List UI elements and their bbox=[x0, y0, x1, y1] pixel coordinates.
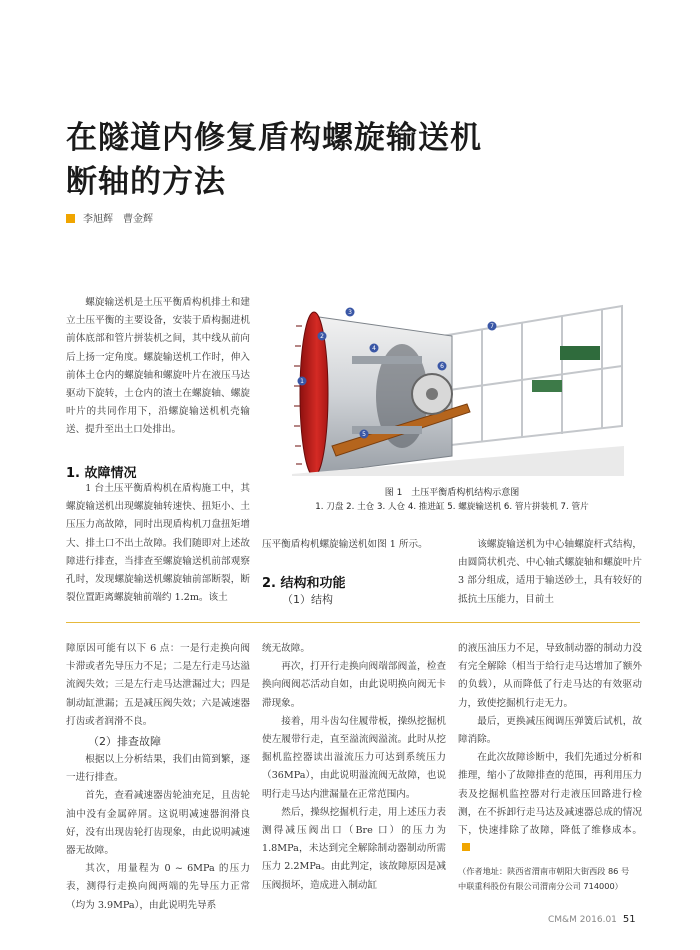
marker-3 bbox=[346, 308, 355, 317]
paragraph: 根据以上分析结果，我们由简到繁，逐一进行排查。 bbox=[66, 754, 250, 784]
end-mark-icon bbox=[462, 843, 470, 851]
svg-text:7: 7 bbox=[490, 323, 494, 330]
svg-text:1: 1 bbox=[300, 378, 304, 385]
marker-1 bbox=[298, 377, 307, 386]
svg-text:4: 4 bbox=[372, 345, 376, 352]
caption-title: 图 1 土压平衡盾构机结构示意图 bbox=[384, 488, 520, 498]
article-title bbox=[66, 116, 626, 204]
subsection-structure: （1）结构 bbox=[282, 593, 333, 606]
caption-items: 1. 刀盘 2. 土仓 3. 人仓 4. 推进缸 5. 螺旋输送机 6. 管片拼装机 7. 管片 bbox=[315, 502, 589, 512]
intro-paragraph: 螺旋输送机是土压平衡盾构机排土和建立土压平衡的主要设备，安装于盾构掘进机前体底部和管片拼装机之间，其中线从前向后上扬一定角度。螺旋输送机工作时，伸入前体土仓内的螺旋轴和螺旋叶片在液压马达驱动下旋转，土仓内的渣土在螺旋轴、螺旋叶片的共同作用下，沿螺旋输送机机壳输送、提升至出土口处排出。 bbox=[66, 297, 250, 436]
thrust-cylinder bbox=[352, 356, 422, 364]
author-address: （作者地址：陕西省渭南市朝阳大街西段 86 号 中联重科股份有限公司渭南分公司 714000） bbox=[458, 866, 638, 892]
gantry-equipment bbox=[560, 346, 600, 360]
title-line-2: 断轴的方法 bbox=[66, 164, 226, 200]
paragraph bbox=[458, 749, 642, 858]
paragraph: 其次，用量程为 0 ~ 6MPa 的压力表，测得行走换向阀两端的先导压力正常（均为 3.9MPa），由此说明先导系 bbox=[66, 863, 250, 911]
bottom-column-3 bbox=[458, 640, 642, 894]
gantry-frames bbox=[442, 306, 622, 446]
bottom-column-1 bbox=[66, 640, 250, 915]
paragraph: 然后，操纵挖掘机行走，用上述压力表测得减压阀出口（Bre 口）的压力为 1.8MPa，未达到完全解除制动器制动所需压力 2.2MPa。由此判定，该故障原因是减压阀损坏，造成进入制动缸 bbox=[262, 806, 446, 891]
svg-text:5: 5 bbox=[362, 431, 366, 438]
section-2 bbox=[262, 572, 452, 607]
figure-caption bbox=[292, 486, 612, 514]
marker-2 bbox=[318, 332, 327, 341]
svg-text:6: 6 bbox=[440, 363, 444, 370]
svg-text:2: 2 bbox=[320, 333, 324, 340]
marker-7 bbox=[488, 322, 497, 331]
paragraph: 首先，查看减速器齿轮油充足，且齿轮油中没有金属碎屑。这说明减速器润滑良好，没有出现齿轮打齿现象，由此说明减速器无故障。 bbox=[66, 790, 250, 857]
tbm-figure bbox=[292, 296, 624, 476]
gantry-equipment bbox=[532, 380, 562, 392]
paragraph: 统无故障。 bbox=[262, 643, 310, 654]
page-footer bbox=[548, 914, 636, 925]
marker-6 bbox=[438, 362, 447, 371]
paragraph: 接着，用斗齿勾住履带板，操纵挖掘机使左履带行走，直至溢流阀溢流。此时从挖掘机监控器读出溢流压力可达到系统压力（36MPa），由此说明溢流阀无故障，也说明行走马达内泄漏量在正常范围内。 bbox=[262, 715, 446, 800]
author-marker-icon bbox=[66, 214, 75, 223]
conclusion-text: 在此次故障诊断中，我们先通过分析和推理，缩小了故障排查的范围，再利用压力表及挖掘机监控器对行走液压回路进行检测，在不拆卸行走马达及减速器总成的情况下，快速排除了故障，降低了维修成本。 bbox=[458, 752, 642, 837]
subsection-troubleshoot: （2）排查故障 bbox=[88, 735, 161, 749]
svg-text:3: 3 bbox=[348, 309, 352, 316]
title-line-1: 在隧道内修复盾构螺旋输送机 bbox=[66, 120, 482, 156]
column-divider-rule bbox=[66, 622, 640, 623]
figure-reference-text: 压平衡盾构机螺旋输送机如图 1 所示。 bbox=[262, 539, 428, 550]
marker-5 bbox=[360, 430, 369, 439]
structure-text: 该螺旋输送机为中心轴螺旋杆式结构，由圆筒状机壳、中心轴式螺旋轴和螺旋叶片 3 部分组成，适用于输送砂土，具有较好的抵抗土压能力，目前土 bbox=[458, 539, 642, 605]
page-number: 51 bbox=[622, 914, 636, 925]
section-1-text: 1 台土压平衡盾构机在盾构施工中，其螺旋输送机出现螺旋轴转速快、扭矩小、土压压力高故障，同时出现盾构机刀盘扭矩增大、排土口不出土故障。我们随即对上述故障进行排查，当排查至螺旋输送机前部观察孔时，发现螺旋输送机螺旋轴前部断裂，断裂位置距离螺旋轴前端约 1.2m。该土 bbox=[66, 483, 250, 604]
section-1-heading: 1. 故障情况 bbox=[66, 466, 137, 481]
segment-erector-hub bbox=[426, 388, 438, 400]
journal-issue: CM&M 2016.01 bbox=[548, 915, 617, 925]
tbm-illustration bbox=[292, 296, 624, 476]
section-2-heading: 2. 结构和功能 bbox=[262, 576, 346, 591]
paragraph: 障原因可能有以下 6 点：一是行走换向阀卡滞或者先导压力不足；二是左行走马达溢流阀失效；三是左行走马达泄漏过大；四是制动缸泄漏；五是减压阀失效；六是减速器打齿或者润滑不良。 bbox=[66, 643, 250, 727]
authors: 李旭辉 曹金辉 bbox=[83, 214, 153, 225]
marker-4 bbox=[370, 344, 379, 353]
paragraph: 的液压油压力不足，导致制动器的制动力没有完全解除（相当于给行走马达增加了额外的负载），从而降低了行走马达的有效驱动力，致使挖掘机行走无力。 bbox=[458, 643, 642, 709]
paragraph: 最后，更换减压阀调压弹簧后试机，故障消除。 bbox=[458, 715, 642, 746]
paragraph: 再次，打开行走换向阀端部阀盖，检查换向阀阀芯活动自如，由此说明换向阀无卡滞现象。 bbox=[262, 661, 446, 709]
bottom-column-2 bbox=[262, 640, 446, 895]
author-line bbox=[66, 210, 153, 225]
